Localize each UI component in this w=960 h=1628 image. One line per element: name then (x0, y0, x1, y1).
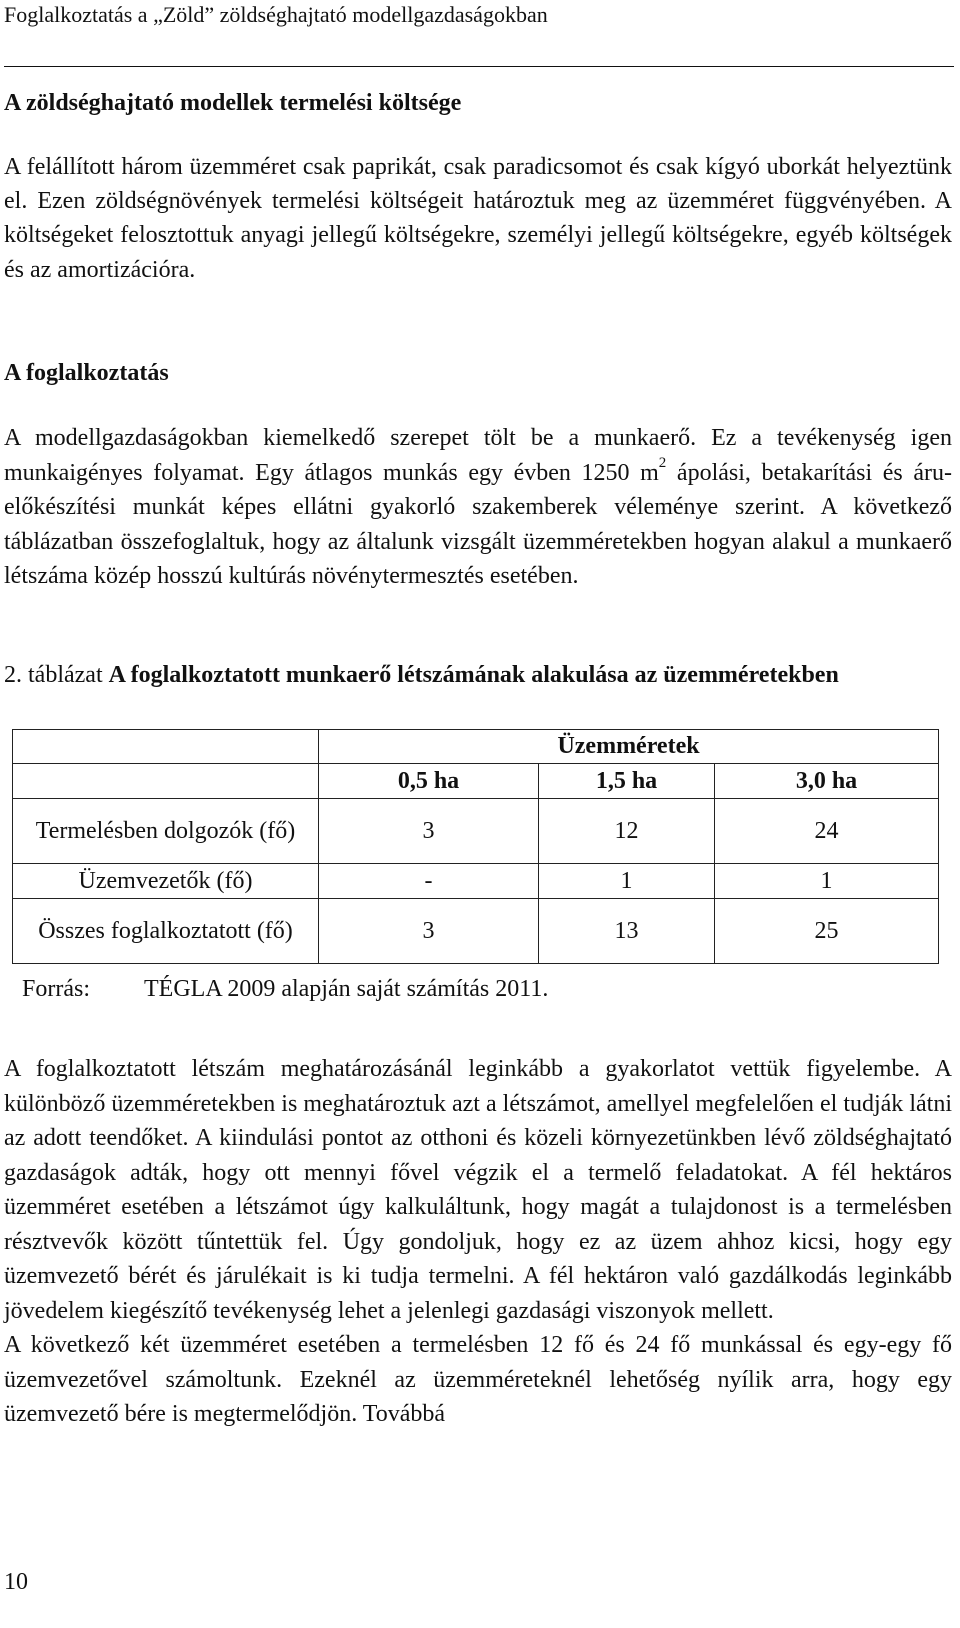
table-cell: 24 (715, 799, 939, 864)
source-text: TÉGLA 2009 alapján saját számítás 2011. (144, 976, 549, 1002)
table-cell: 25 (715, 899, 939, 964)
paragraph-discussion-1: A foglalkoztatott létszám meghatározásánál leginkább a gyakorlatot vettük figyelembe. A különböző üzemméretekben is meghatároztuk azt a létszámot, amellyel megfelelően el tudják látni az adott teendőket. A kiindulási pontot az otthoni és közeli környezetünkben lévő zöldséghajtató gazdaságok adták, hogy ott mennyi fővel végzik el a termelő feladatokat. A fél hektáros üzemméret esetében a létszámot úgy kalkuláltunk, hogy magát a tulajdonost is a termelésben résztvevők között tűntettük fel. Úgy gondoljuk, hogy ez az üzem ahhoz kicsi, hogy egy üzemvezető bérét és járulékait is ki tudja termelni. A fél hektáron való gazdálkodás leginkább jövedelem kiegészítő tevékenység lehet a jelenlegi gazdasági viszonyok mellett. (4, 1056, 952, 1324)
row-label-production-workers: Termelésben dolgozók (fő) (13, 799, 319, 864)
paragraph-employment (4, 421, 952, 594)
superscript-exponent: 2 (658, 454, 667, 471)
paragraph-discussion (4, 1052, 952, 1432)
table-row (13, 864, 939, 899)
table-corner-cell (13, 730, 319, 764)
table-column-header-row (13, 764, 939, 799)
paragraph-costs: A felállított három üzemméret csak paprikát, csak paradicsomot és csak kígyó uborkát helyeztünk el. Ezen zöldségnövények termelési költségeit határoztuk meg az üzemméret függvényében. A költségeket felosztottuk anyagi jellegű költségekre, személyi jellegű költségekre, egyéb költségek és az amortizációra. (4, 154, 952, 283)
table-cell: 1 (539, 864, 715, 899)
table-cell: 13 (539, 899, 715, 964)
column-header-0-5-ha: 0,5 ha (319, 764, 539, 799)
paragraph-employment-text-1: A modellgazdaságokban kiemelkedő szerepet tölt be a munkaerő. Ez a tevékenység igen munkaigényes folyamat. Egy átlagos munkás egy évben 1250 m (4, 425, 952, 486)
table-caption-number: 2. táblázat (4, 662, 103, 688)
paragraph-employment-text-2: ápolási, betakarítási és áru-előkészítési munkát képes ellátni gyakorló szakemberek véleménye szerint. A következő táblázatban összefoglaltuk, hogy az általunk vizsgált üzemméretekben hogyan alakul a munkaerő létszáma közép hosszú kultúrás növénytermesztés esetében. (4, 459, 952, 590)
table-row (13, 899, 939, 964)
column-header-3-0-ha: 3,0 ha (715, 764, 939, 799)
table-caption (4, 658, 952, 692)
table-group-header: Üzemméretek (319, 730, 939, 764)
section-heading-employment: A foglalkoztatás (4, 360, 169, 386)
table-cell: 3 (319, 899, 539, 964)
table-cell: - (319, 864, 539, 899)
table-caption-title: A foglalkoztatott munkaerő létszámának alakulása az üzemméretekben (108, 662, 839, 688)
table-source-note (22, 973, 548, 1005)
paragraph-discussion-2: A következő két üzemméret esetében a termelésben 12 fő és 24 fő munkással és egy-egy fő üzemvezetővel számoltunk. Ezeknél az üzemméreteknél lehetőség nyílik arra, hogy egy üzemvezető bére is megtermelődjön. Továbbá (4, 1332, 952, 1428)
running-header: Foglalkoztatás a „Zöld” zöldséghajtató modellgazdaságokban (4, 2, 548, 27)
table-corner-cell-2 (13, 764, 319, 799)
section-heading-costs: A zöldséghajtató modellek termelési költsége (4, 90, 462, 116)
table-header-row (13, 730, 939, 764)
table-cell: 3 (319, 799, 539, 864)
source-label: Forrás: (22, 976, 90, 1002)
row-label-managers: Üzemvezetők (fő) (13, 864, 319, 899)
table-cell: 1 (715, 864, 939, 899)
table-cell: 12 (539, 799, 715, 864)
column-header-1-5-ha: 1,5 ha (539, 764, 715, 799)
workforce-table (12, 729, 939, 964)
page-number: 10 (4, 1569, 28, 1595)
header-rule (4, 66, 954, 67)
row-label-total-employed: Összes foglalkoztatott (fő) (13, 899, 319, 964)
table-row (13, 799, 939, 864)
